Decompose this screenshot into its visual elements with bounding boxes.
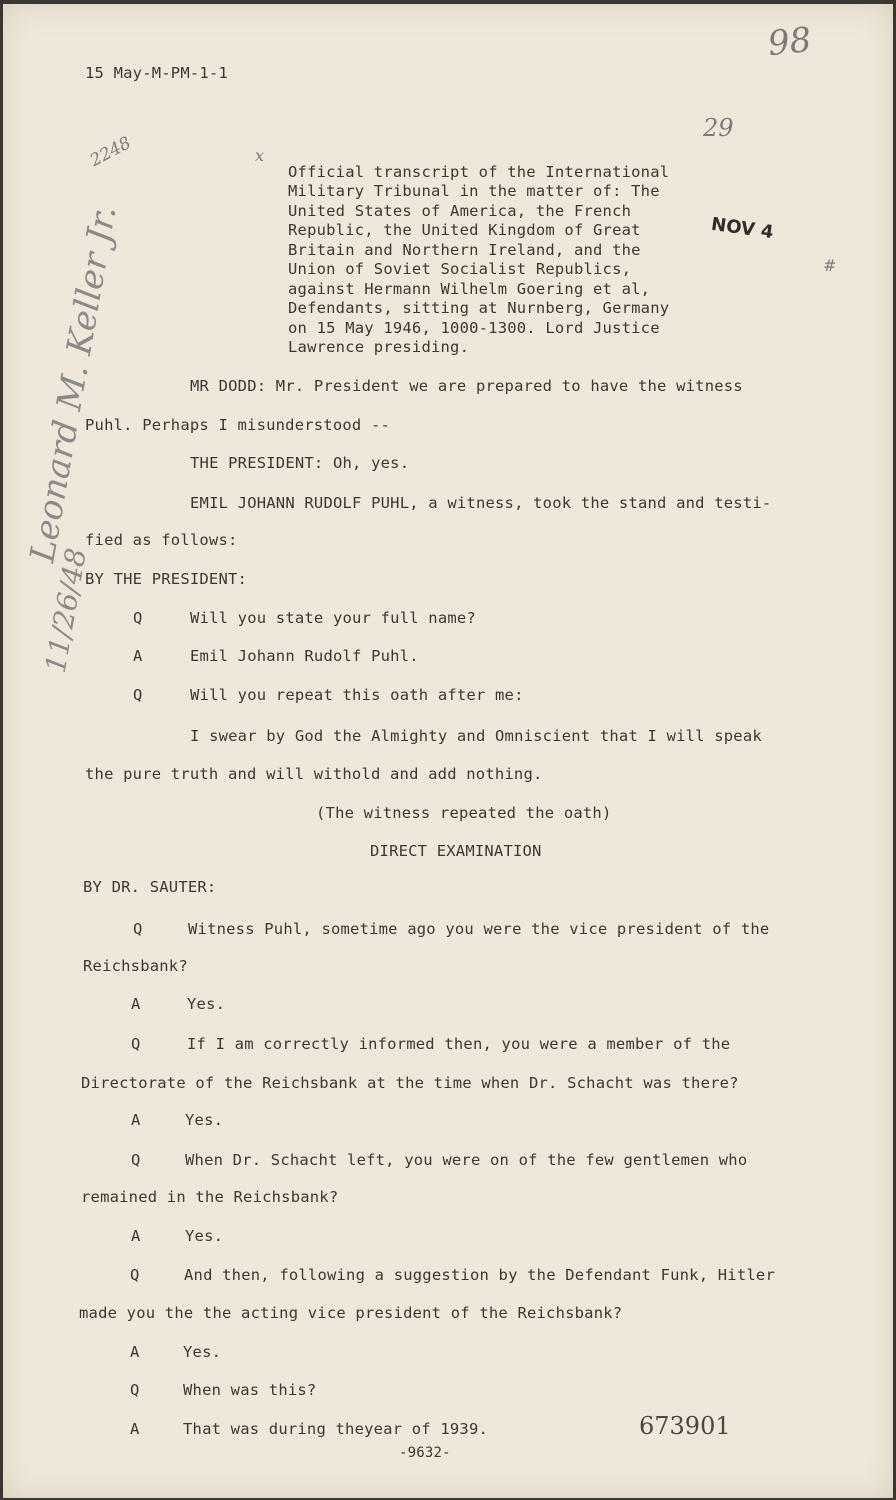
body-line: Will you state your full name? <box>190 609 476 627</box>
intro-line: United States of America, the French <box>288 202 632 220</box>
body-line: Yes. <box>183 1343 222 1361</box>
intro-line: Republic, the United Kingdom of Great <box>288 221 641 239</box>
speaker-q: Q <box>131 1035 141 1053</box>
intro-line: Official transcript of the International <box>288 163 670 181</box>
body-line: remained in the Reichsbank? <box>81 1188 339 1206</box>
speaker-a: A <box>131 995 141 1013</box>
intro-line: Britain and Northern Ireland, and the <box>288 241 641 259</box>
section-heading: DIRECT EXAMINATION <box>370 842 542 860</box>
speaker-a: A <box>131 1111 141 1129</box>
handwritten-signature: Leonard M. Keller Jr. <box>22 202 125 566</box>
body-line: Will you repeat this oath after me: <box>190 686 524 704</box>
pencil-number: 2248 <box>86 133 135 171</box>
body-line: Yes. <box>185 1111 224 1129</box>
body-line: THE PRESIDENT: Oh, yes. <box>190 454 410 472</box>
speaker-a: A <box>130 1420 140 1438</box>
body-line: BY DR. SAUTER: <box>83 878 217 896</box>
speaker-q: Q <box>130 1266 140 1284</box>
body-line: fied as follows: <box>85 531 238 549</box>
speaker-q: Q <box>130 1381 140 1399</box>
body-line: If I am correctly informed then, you were a member of the <box>187 1035 731 1053</box>
speaker-q: Q <box>133 609 143 627</box>
speaker-q: Q <box>131 1151 141 1169</box>
body-line: Directorate of the Reichsbank at the time when Dr. Schacht was there? <box>81 1074 739 1092</box>
body-line: Reichsbank? <box>83 957 188 975</box>
intro-line: Military Tribunal in the matter of: The <box>288 182 660 200</box>
document-number: 673901 <box>639 1412 731 1440</box>
body-line: Yes. <box>185 1227 224 1245</box>
corner-mark: 98 <box>766 19 814 65</box>
speaker-q: Q <box>133 686 143 704</box>
transcript-code: 15 May-M-PM-1-1 <box>85 64 228 82</box>
speaker-a: A <box>131 1227 141 1245</box>
cross-mark: x <box>255 146 265 165</box>
speaker-q: Q <box>133 920 143 938</box>
body-line: And then, following a suggestion by the Defendant Funk, Hitler <box>184 1266 775 1284</box>
pencil-top-number: 29 <box>703 114 734 142</box>
body-line: I swear by God the Almighty and Omniscient that I will speak <box>190 727 762 745</box>
speaker-a: A <box>130 1343 140 1361</box>
signature-date: 11/26/48 <box>38 545 94 676</box>
body-line: (The witness repeated the oath) <box>316 804 612 822</box>
body-line: When Dr. Schacht left, you were on of the few gentlemen who <box>185 1151 748 1169</box>
body-line: MR DODD: Mr. President we are prepared to have the witness <box>190 377 743 395</box>
body-line: That was during theyear of 1939. <box>183 1420 489 1438</box>
body-line: made you the the acting vice president of the Reichsbank? <box>79 1304 623 1322</box>
body-line: the pure truth and will withold and add nothing. <box>85 765 543 783</box>
intro-line: against Hermann Wilhelm Goering et al, <box>288 280 651 298</box>
speaker-a: A <box>133 647 143 665</box>
body-line: Witness Puhl, sometime ago you were the vice president of the <box>188 920 770 938</box>
body-line: Puhl. Perhaps I misunderstood -- <box>85 416 391 434</box>
intro-line: on 15 May 1946, 1000-1300. Lord Justice <box>288 319 660 337</box>
body-line: BY THE PRESIDENT: <box>85 570 248 588</box>
body-line: Emil Johann Rudolf Puhl. <box>190 647 419 665</box>
hash-mark: # <box>823 256 837 275</box>
date-stamp: NOV 4 <box>709 213 775 244</box>
intro-line: Lawrence presiding. <box>288 338 470 356</box>
document-page <box>3 4 893 1498</box>
intro-line: Defendants, sitting at Nurnberg, Germany <box>288 299 670 317</box>
intro-line: Union of Soviet Socialist Republics, <box>288 260 632 278</box>
body-line: Yes. <box>187 995 226 1013</box>
page-number: -9632- <box>399 1445 451 1461</box>
body-line: When was this? <box>183 1381 317 1399</box>
body-line: EMIL JOHANN RUDOLF PUHL, a witness, took the stand and testi- <box>190 494 772 512</box>
